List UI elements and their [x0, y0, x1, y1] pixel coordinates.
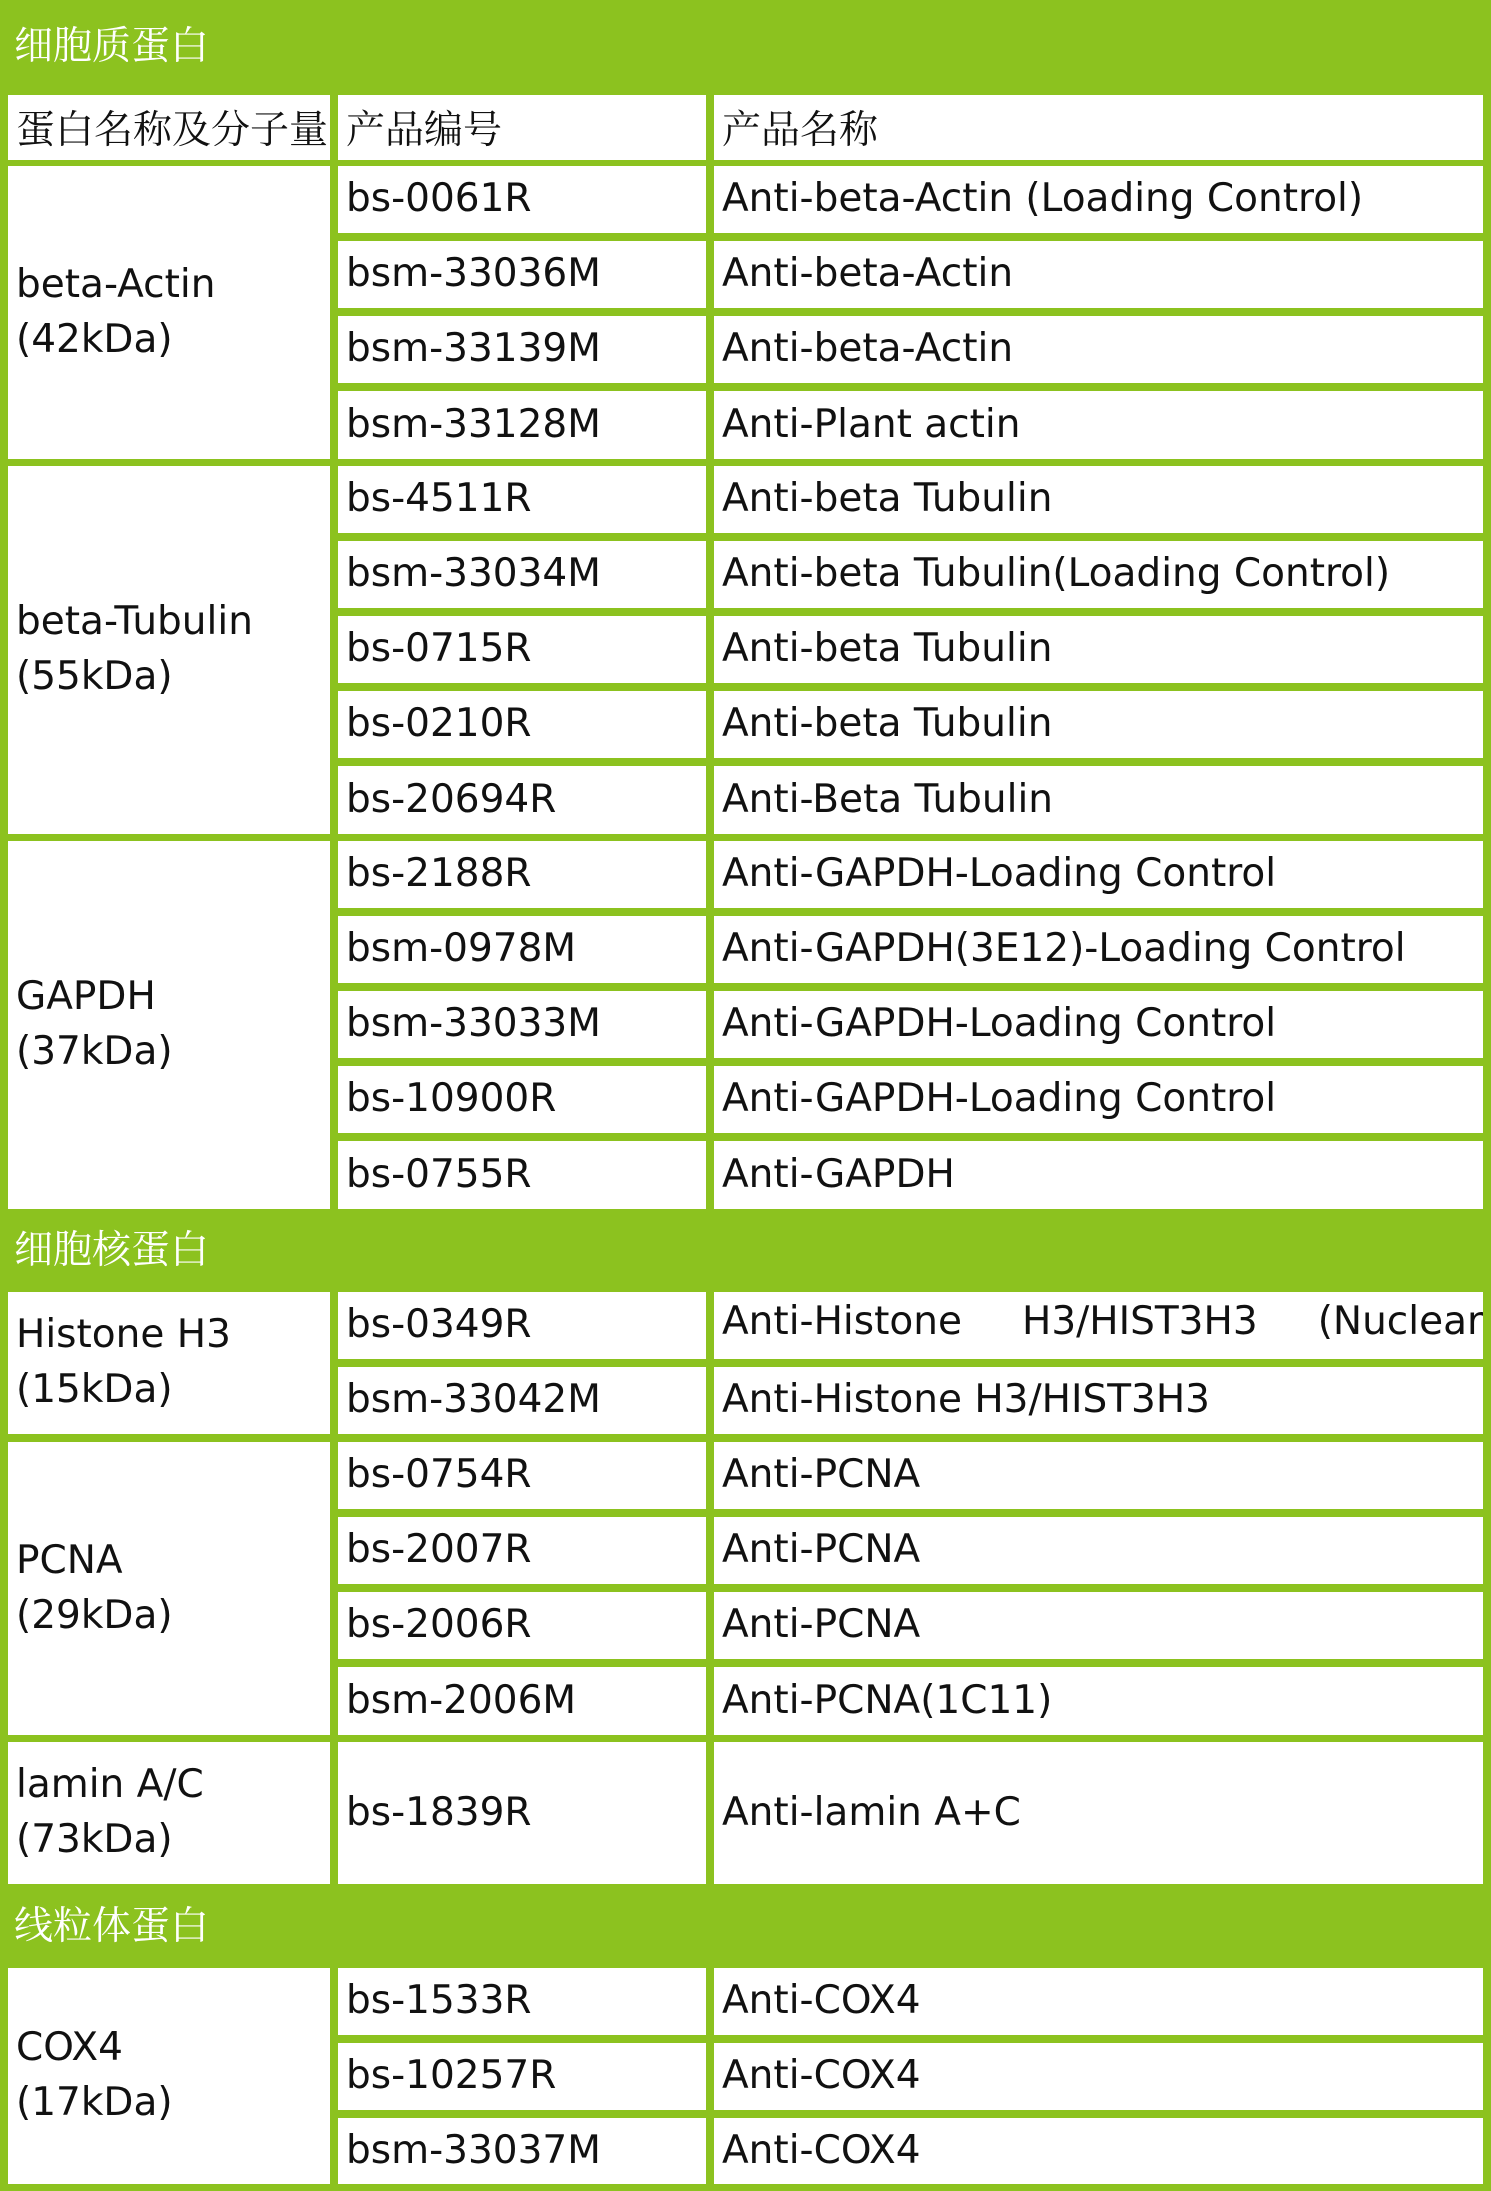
product-name: Anti-COX4: [714, 2043, 1483, 2110]
protein-name: lamin A/C: [16, 1762, 204, 1808]
product-code: bs-0349R: [338, 1292, 706, 1359]
product-code: bs-0715R: [338, 616, 706, 683]
protein-mw: (73kDa): [16, 1817, 173, 1862]
product-code: bs-1839R: [338, 1742, 706, 1884]
product-code: bs-2006R: [338, 1592, 706, 1659]
protein-name: beta-Actin: [16, 261, 216, 307]
protein-name: Histone H3: [16, 1312, 231, 1358]
protein-cell: [8, 841, 330, 1209]
protein-mw: (42kDa): [16, 316, 173, 362]
product-name: Anti-Plant actin: [714, 391, 1483, 459]
column-header-protein: 蛋白名称及分子量: [8, 95, 330, 160]
product-name: Anti-COX4: [714, 2118, 1483, 2184]
product-name: Anti-beta Tubulin: [714, 691, 1483, 758]
product-name: Anti-PCNA(1C11): [714, 1667, 1483, 1735]
section-title: 线粒体蛋白: [14, 1903, 210, 1949]
product-name-part: Anti-Histone: [722, 1299, 962, 1344]
product-name: Anti-PCNA: [714, 1442, 1483, 1509]
product-code: bs-0210R: [338, 691, 706, 758]
column-header-name: 产品名称: [714, 95, 1483, 160]
product-code: bsm-2006M: [338, 1667, 706, 1735]
protein-name: GAPDH: [16, 974, 156, 1020]
product-name-part: (Nuclear: [1317, 1299, 1483, 1344]
product-name: [714, 1292, 1483, 1359]
product-code: bs-10900R: [338, 1066, 706, 1133]
product-name: Anti-COX4: [714, 1968, 1483, 2035]
section-title: 细胞核蛋白: [14, 1227, 210, 1273]
product-code: bsm-33034M: [338, 541, 706, 608]
product-code: bsm-33139M: [338, 316, 706, 383]
product-code: bs-2007R: [338, 1517, 706, 1584]
product-name: Anti-GAPDH(3E12)-Loading Control: [714, 916, 1483, 983]
product-name: Anti-GAPDH: [714, 1141, 1483, 1209]
column-header-code: 产品编号: [338, 95, 706, 160]
product-code: bs-0755R: [338, 1141, 706, 1209]
product-code: bsm-33033M: [338, 991, 706, 1058]
protein-cell: [8, 466, 330, 834]
product-code: bs-0061R: [338, 166, 706, 233]
product-name: Anti-PCNA: [714, 1592, 1483, 1659]
product-name: Anti-PCNA: [714, 1517, 1483, 1584]
product-name: Anti-beta Tubulin(Loading Control): [714, 541, 1483, 608]
product-code: bsm-33037M: [338, 2118, 706, 2184]
product-name: Anti-beta-Actin (Loading Control): [714, 166, 1483, 233]
protein-cell: [8, 1442, 330, 1735]
product-code: bsm-33128M: [338, 391, 706, 459]
product-code: bsm-33042M: [338, 1367, 706, 1434]
product-name-part: H3/HIST3H3: [1022, 1299, 1258, 1344]
protein-cell: [8, 1742, 330, 1884]
product-name: Anti-beta Tubulin: [714, 466, 1483, 533]
product-code: bs-0754R: [338, 1442, 706, 1509]
protein-name: PCNA: [16, 1537, 123, 1583]
product-code: bsm-0978M: [338, 916, 706, 983]
product-name: Anti-beta Tubulin: [714, 616, 1483, 683]
product-code: bs-10257R: [338, 2043, 706, 2110]
product-code: bs-4511R: [338, 466, 706, 533]
product-code: bs-2188R: [338, 841, 706, 908]
protein-mw: (29kDa): [16, 1592, 173, 1638]
protein-cell: [8, 1968, 330, 2184]
protein-name: beta-Tubulin: [16, 599, 253, 645]
protein-mw: (17kDa): [16, 2080, 173, 2125]
protein-cell: [8, 1292, 330, 1434]
section-title: 细胞质蛋白: [14, 24, 210, 69]
product-code: bs-1533R: [338, 1968, 706, 2035]
product-name: Anti-Histone H3/HIST3H3: [714, 1367, 1483, 1434]
protein-name: COX4: [16, 2025, 123, 2071]
protein-cell: [8, 166, 330, 459]
product-name: Anti-GAPDH-Loading Control: [714, 991, 1483, 1058]
product-name: Anti-GAPDH-Loading Control: [714, 841, 1483, 908]
protein-mw: (55kDa): [16, 654, 173, 699]
product-code: bsm-33036M: [338, 241, 706, 308]
product-name: Anti-Beta Tubulin: [714, 766, 1483, 834]
protein-mw: (15kDa): [16, 1367, 173, 1412]
product-name: Anti-beta-Actin: [714, 316, 1483, 383]
product-name: Anti-beta-Actin: [714, 241, 1483, 308]
protein-mw: (37kDa): [16, 1029, 173, 1074]
product-name: Anti-GAPDH-Loading Control: [714, 1066, 1483, 1133]
product-name: Anti-lamin A+C: [714, 1742, 1483, 1884]
product-code: bs-20694R: [338, 766, 706, 834]
